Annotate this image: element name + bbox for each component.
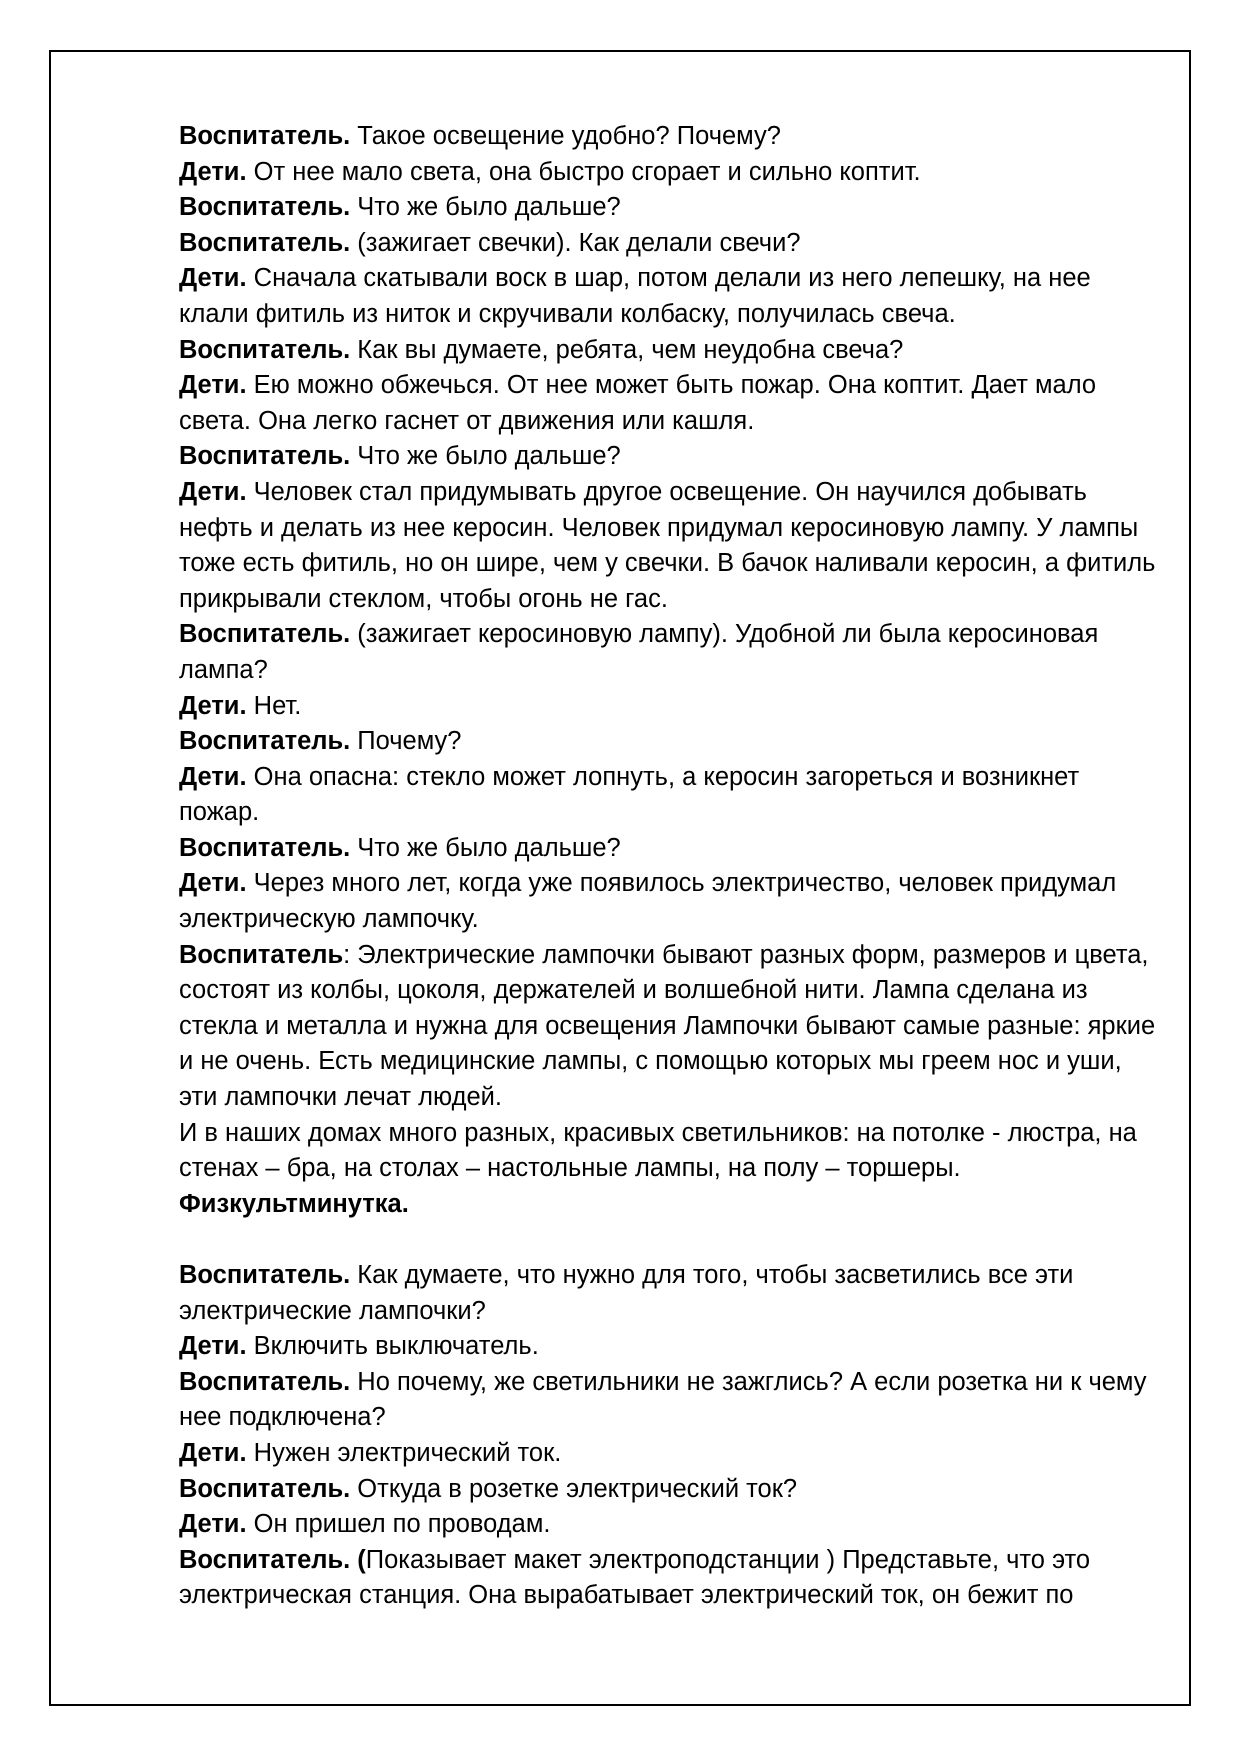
dialogue-line <box>179 724 1164 760</box>
line-text: Такое освещение удобно? Почему? <box>350 122 781 150</box>
line-text: Ею можно обжечься. От нее может быть пожар. Она коптит. Дает мало света. Она легко гаснет от движения или кашля. <box>179 371 1097 435</box>
speaker-label: Воспитатель. <box>179 1367 351 1396</box>
speaker-label: Дети. <box>179 1332 247 1361</box>
line-text: Нужен электрический ток. <box>246 1438 562 1467</box>
section-heading: Физкультминутка. <box>179 1189 409 1218</box>
line-text: Как вы думаете, ребята, чем неудобна свеча? <box>350 335 904 364</box>
line-text: Что же было дальше? <box>350 193 621 222</box>
speaker-label: Воспитатель. <box>179 833 351 862</box>
line-text: Человек стал придумывать другое освещение. Он научился добывать нефть и делать из нее керосин. Человек придумал керосиновую лампу. У лампы тоже есть фитиль, но он шире, чем у свечки. В бачок наливали керосин, а фитиль прикрывали стеклом, чтобы огонь не гас. <box>179 477 1156 613</box>
line-text: Нет. <box>246 691 302 720</box>
line-text: От нее мало света, она быстро сгорает и сильно коптит. <box>246 157 921 186</box>
line-text: Но почему, же светильники не зажглись? А если розетка ни к чему нее подключена? <box>179 1367 1147 1432</box>
dialogue-line <box>179 368 1164 439</box>
dialogue-line <box>179 1507 1164 1543</box>
speaker-label: Дети. <box>179 691 247 720</box>
dialogue-line <box>179 1543 1164 1614</box>
speaker-label: Дети. <box>179 762 247 791</box>
dialogue-line <box>179 190 1164 226</box>
line-text: Через много лет, когда уже появилось электричество, человек придумал электрическую лампочку. <box>179 869 1117 934</box>
line-text: Включить выключатель. <box>246 1332 539 1361</box>
dialogue-line <box>179 866 1164 937</box>
line-text: Он пришел по проводам. <box>246 1510 551 1539</box>
dialogue-line <box>179 261 1164 332</box>
line-text: (зажигает керосиновую лампу). Удобной ли была керосиновая лампа? <box>179 620 1099 684</box>
line-text: Что же было дальше? <box>350 442 621 471</box>
dialogue-line <box>179 333 1164 369</box>
dialogue-line <box>179 1436 1164 1472</box>
speaker-label: Воспитатель. <box>179 193 351 222</box>
line-text: И в наших домах много разных, красивых светильников: на потолке - люстра, на стенах – бра, на столах – настольные лампы, на полу – торшеры. <box>179 1118 1137 1183</box>
line-text: Что же было дальше? <box>350 833 621 862</box>
speaker-label: Воспитатель. <box>179 620 351 649</box>
speaker-label: Воспитатель. <box>179 727 351 756</box>
dialogue-line <box>179 1365 1164 1436</box>
speaker-label: Воспитатель. <box>179 335 351 364</box>
speaker-label: Дети. <box>179 869 247 898</box>
dialogue-line <box>179 1329 1164 1365</box>
line-text: Она опасна: стекло может лопнуть, а керосин загореться и возникнет пожар. <box>179 762 1080 827</box>
document-body <box>179 119 1164 1614</box>
speaker-label: Воспитатель. <box>179 1261 351 1289</box>
dialogue-line <box>179 155 1164 191</box>
line-text: Как думаете, что нужно для того, чтобы засветились все эти электрические лампочки? <box>179 1261 1074 1325</box>
blank-line <box>179 1222 1164 1258</box>
dialogue-line <box>179 1258 1164 1329</box>
dialogue-line <box>179 689 1164 725</box>
dialogue-line <box>179 119 1164 155</box>
line-text: Откуда в розетке электрический ток? <box>350 1474 798 1503</box>
dialogue-line <box>179 760 1164 831</box>
line-text: Сначала скатывали воск в шар, потом делали из него лепешку, на нее клали фитиль из ниток и скручивали колбаску, получилась свеча. <box>179 264 1091 328</box>
speaker-label: Воспитатель. <box>179 442 351 471</box>
speaker-label: Дети. <box>179 264 247 293</box>
line-text: Показывает макет электроподстанции ) Представьте, что это электрическая станция. Она вырабатывает электрический ток, он бежит по <box>179 1545 1091 1610</box>
speaker-label: Дети. <box>179 371 247 400</box>
line-text: Почему? <box>350 727 462 756</box>
speaker-label: Воспитатель <box>179 940 344 969</box>
speaker-label: Дети. <box>179 1510 247 1539</box>
line-text: : Электрические лампочки бывают разных форм, размеров и цвета, состоят из колбы, цоколя, держателей и волшебной нити. Лампа сделана из стекла и металла и нужна для освещения Лампочки бывают самые разные: яркие и не очень. Есть медицинские лампы, с помощью которых мы греем нос и уши, эти лампочки лечат людей. <box>179 940 1156 1112</box>
speaker-label: Дети. <box>179 1438 247 1467</box>
dialogue-line <box>179 1116 1164 1187</box>
line-text: (зажигает свечки). Как делали свечи? <box>350 228 801 257</box>
speaker-label: Воспитатель. ( <box>179 1545 366 1574</box>
dialogue-line <box>179 1472 1164 1508</box>
speaker-label: Дети. <box>179 157 247 186</box>
dialogue-line <box>179 831 1164 867</box>
dialogue-line <box>179 617 1164 688</box>
speaker-label: Воспитатель. <box>179 228 351 257</box>
dialogue-line <box>179 475 1164 617</box>
speaker-label: Воспитатель. <box>179 1474 351 1503</box>
dialogue-line <box>179 938 1164 1116</box>
speaker-label: Дети. <box>179 477 247 506</box>
dialogue-line <box>179 226 1164 262</box>
speaker-label: Воспитатель. <box>179 122 351 150</box>
dialogue-line <box>179 439 1164 475</box>
